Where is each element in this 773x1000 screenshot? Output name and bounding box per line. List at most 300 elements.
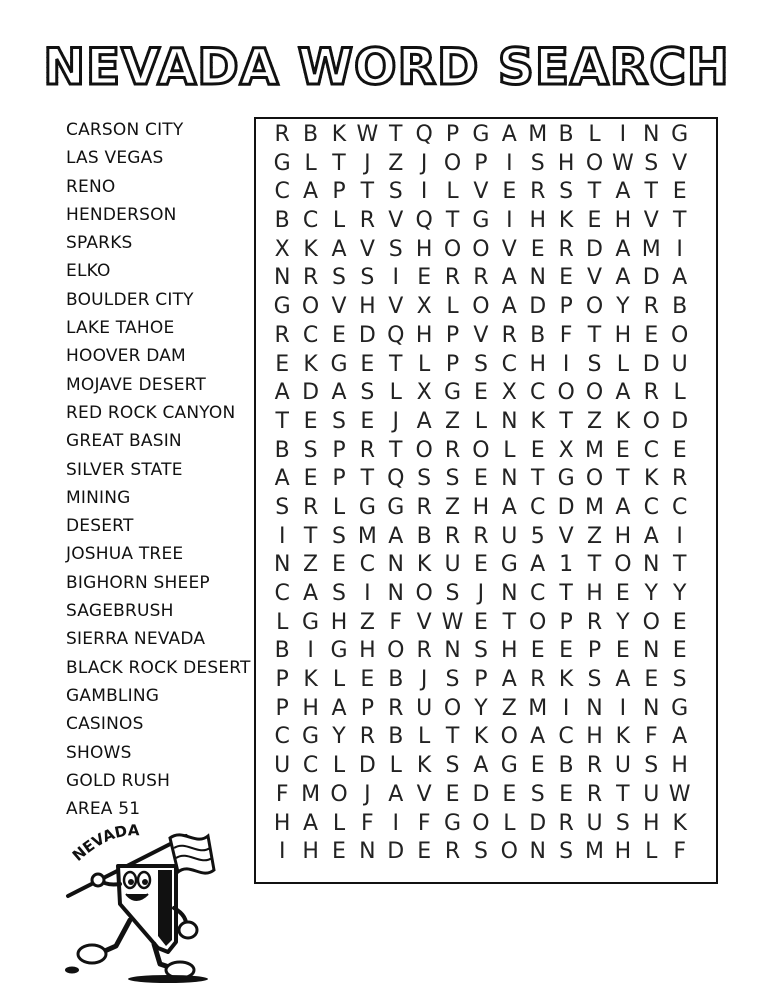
- grid-letter: H: [273, 810, 291, 836]
- grid-letter: Y: [474, 695, 488, 721]
- word-list-item: SILVER STATE: [66, 459, 183, 480]
- grid-letter: D: [529, 294, 547, 320]
- grid-letter: I: [392, 265, 399, 291]
- grid-letter: S: [360, 380, 375, 406]
- grid-letter: S: [388, 236, 403, 262]
- grid-letter: S: [331, 265, 346, 291]
- grid-letter: G: [472, 122, 490, 147]
- grid-letter: P: [332, 437, 346, 463]
- grid-letter: H: [614, 523, 632, 549]
- grid-letter: H: [415, 322, 433, 348]
- grid-letter: O: [443, 236, 462, 262]
- grid-letter: L: [503, 437, 516, 463]
- grid-letter: H: [529, 208, 546, 234]
- grid-letter: E: [559, 781, 574, 807]
- grid-letter: R: [444, 437, 461, 463]
- grid-letter: E: [473, 466, 488, 492]
- grid-letter: E: [502, 179, 517, 205]
- grid-letter: C: [302, 753, 319, 779]
- grid-letter: U: [416, 695, 433, 721]
- grid-letter: E: [275, 351, 290, 377]
- grid-letter: B: [672, 294, 688, 320]
- grid-letter: E: [445, 781, 460, 807]
- grid-letter: C: [302, 322, 319, 348]
- grid-letter: E: [672, 609, 687, 635]
- grid-letter: N: [387, 581, 404, 606]
- grid-letter: V: [331, 294, 347, 320]
- word-list-item: HENDERSON: [66, 204, 177, 225]
- grid-letter: O: [671, 322, 689, 348]
- grid-letter: D: [472, 781, 490, 807]
- grid-letter: S: [473, 638, 488, 664]
- grid-letter: Z: [388, 150, 404, 176]
- grid-letter: K: [615, 724, 631, 750]
- grid-letter: G: [444, 810, 462, 836]
- grid-letter: P: [360, 695, 374, 721]
- grid-letter: C: [671, 494, 688, 520]
- grid-letter: O: [614, 552, 632, 578]
- grid-letter: K: [331, 122, 347, 147]
- grid-letter: A: [672, 265, 688, 291]
- grid-letter: C: [274, 724, 290, 750]
- grid-letter: G: [330, 638, 348, 664]
- grid-letter: 5: [530, 523, 545, 549]
- grid-letter: A: [501, 265, 517, 291]
- grid-letter: H: [302, 839, 319, 865]
- grid-letter: T: [360, 466, 375, 492]
- grid-letter: O: [472, 437, 490, 463]
- grid-letter: Y: [616, 294, 630, 320]
- grid-letter: S: [615, 810, 630, 836]
- grid-letter: V: [388, 208, 404, 234]
- grid-letter: F: [644, 724, 658, 750]
- grid-letter: X: [416, 380, 432, 406]
- grid-letter: A: [303, 581, 319, 606]
- grid-letter: S: [473, 351, 488, 377]
- grid-letter: L: [418, 351, 431, 377]
- grid-letter: P: [332, 179, 346, 205]
- grid-letter: A: [303, 810, 319, 836]
- grid-letter: T: [644, 179, 658, 205]
- grid-letter: A: [331, 380, 347, 406]
- grid-letter: Y: [644, 581, 658, 606]
- grid-letter: A: [388, 781, 404, 807]
- grid-letter: R: [473, 523, 489, 549]
- grid-letter: I: [676, 523, 683, 549]
- grid-letter: M: [585, 839, 604, 865]
- grid-letter: A: [530, 724, 546, 750]
- word-list-item: LAS VEGAS: [66, 148, 164, 169]
- grid-letter: L: [446, 294, 459, 320]
- grid-letter: V: [643, 208, 659, 234]
- grid-letter: O: [443, 150, 462, 176]
- grid-letter: P: [474, 667, 488, 693]
- grid-letter: S: [644, 753, 659, 779]
- grid-letter: E: [417, 839, 432, 865]
- word-list-item: MINING: [66, 487, 131, 508]
- grid-letter: M: [301, 781, 321, 807]
- grid-letter: L: [418, 724, 431, 750]
- grid-letter: L: [616, 351, 630, 377]
- grid-letter: Q: [415, 208, 433, 234]
- word-list-item: CARSON CITY: [66, 120, 184, 140]
- grid-letter: E: [615, 581, 630, 606]
- grid-letter: A: [615, 494, 631, 520]
- grid-letter: P: [445, 122, 460, 147]
- grid-letter: A: [615, 380, 631, 406]
- grid-letter: A: [501, 494, 517, 520]
- grid-letter: N: [444, 638, 461, 664]
- grid-letter: B: [303, 122, 319, 147]
- grid-letter: H: [614, 322, 632, 348]
- grid-letter: V: [672, 150, 688, 176]
- grid-letter: A: [274, 380, 290, 406]
- grid-letter: A: [331, 236, 347, 262]
- grid-letter: G: [387, 494, 405, 520]
- grid-letter: Y: [332, 724, 346, 750]
- grid-letter: N: [586, 695, 603, 721]
- grid-letter: S: [331, 408, 346, 434]
- grid-letter: T: [360, 179, 375, 205]
- grid-letter: I: [562, 695, 570, 721]
- grid-letter: R: [444, 265, 461, 291]
- grid-letter: G: [358, 494, 376, 520]
- word-list-item: RENO: [66, 176, 116, 197]
- grid-letter: T: [389, 122, 403, 147]
- grid-letter: G: [302, 609, 320, 635]
- grid-letter: H: [671, 753, 688, 779]
- grid-letter: L: [332, 810, 346, 836]
- grid-letter: F: [389, 609, 403, 635]
- grid-letter: S: [445, 753, 460, 779]
- grid-letter: X: [274, 236, 290, 262]
- grid-letter: B: [530, 322, 546, 348]
- grid-letter: D: [387, 839, 405, 865]
- grid-letter: H: [529, 351, 546, 377]
- grid-letter: U: [671, 351, 688, 377]
- word-list-item: AREA 51: [66, 799, 141, 820]
- grid-letter: D: [358, 322, 376, 348]
- grid-letter: E: [672, 437, 687, 463]
- grid-letter: R: [586, 781, 603, 807]
- grid-letter: L: [276, 609, 289, 635]
- grid-letter: E: [473, 552, 488, 578]
- grid-letter: O: [415, 437, 433, 463]
- grid-letter: S: [559, 839, 574, 865]
- grid-letter: K: [303, 351, 318, 377]
- word-list-item: ELKO: [66, 261, 111, 282]
- grid-letter: T: [275, 408, 289, 434]
- grid-letter: T: [389, 437, 403, 463]
- grid-letter: H: [359, 294, 376, 320]
- grid-letter: H: [643, 810, 660, 836]
- grid-letter: A: [643, 523, 659, 549]
- grid-letter: A: [416, 408, 432, 434]
- grid-letter: S: [445, 581, 460, 606]
- grid-letter: S: [473, 839, 488, 865]
- grid-letter: F: [673, 839, 686, 865]
- grid-letter: C: [558, 724, 574, 750]
- word-list-item: GAMBLING: [66, 685, 160, 706]
- grid-letter: G: [500, 753, 518, 779]
- grid-letter: M: [528, 122, 548, 147]
- grid-letter: C: [501, 351, 517, 377]
- grid-letter: P: [275, 667, 289, 693]
- grid-letter: E: [332, 322, 346, 348]
- grid-letter: S: [275, 494, 290, 520]
- grid-letter: I: [364, 581, 371, 606]
- grid-letter: V: [359, 236, 375, 262]
- grid-letter: A: [473, 753, 489, 779]
- grid-letter: D: [302, 380, 320, 406]
- grid-letter: N: [359, 839, 376, 865]
- grid-letter: Z: [586, 523, 603, 549]
- grid-letter: E: [559, 638, 574, 664]
- grid-letter: K: [644, 466, 659, 492]
- grid-letter: A: [501, 122, 517, 147]
- grid-letter: K: [473, 724, 489, 750]
- grid-letter: O: [557, 380, 575, 406]
- grid-letter: F: [559, 322, 573, 348]
- grid-letter: I: [392, 810, 399, 836]
- grid-letter: O: [585, 294, 604, 320]
- grid-letter: Q: [387, 322, 405, 348]
- grid-letter: T: [559, 408, 573, 434]
- grid-letter: V: [586, 265, 603, 291]
- grid-letter: G: [500, 552, 518, 578]
- grid-letter: O: [443, 695, 462, 721]
- grid-letter: R: [416, 494, 432, 520]
- grid-letter: O: [642, 609, 660, 635]
- grid-letter: 1: [559, 552, 574, 578]
- grid-letter: L: [474, 408, 488, 434]
- grid-letter: O: [500, 724, 518, 750]
- grid-letter: K: [530, 408, 545, 434]
- grid-letter: U: [501, 523, 518, 549]
- grid-letter: A: [672, 724, 688, 750]
- word-list-item: RED ROCK CANYON: [66, 402, 236, 423]
- grid-letter: G: [302, 724, 320, 750]
- grid-letter: G: [273, 294, 291, 320]
- grid-letter: E: [672, 179, 687, 205]
- grid-letter: I: [506, 208, 513, 234]
- grid-letter: L: [389, 753, 402, 779]
- grid-letter: E: [615, 437, 630, 463]
- word-list-item: HOOVER DAM: [66, 346, 186, 367]
- grid-letter: O: [301, 294, 320, 320]
- word-list-item: SIERRA NEVADA: [66, 629, 206, 650]
- grid-letter: H: [415, 236, 433, 262]
- grid-letter: T: [445, 208, 460, 234]
- grid-letter: X: [416, 294, 432, 320]
- grid-letter: U: [444, 552, 461, 578]
- grid-letter: L: [304, 150, 317, 176]
- grid-letter: T: [502, 609, 517, 635]
- grid-letter: C: [530, 494, 546, 520]
- grid-letter: S: [303, 437, 318, 463]
- grid-letter: T: [587, 322, 602, 348]
- grid-letter: G: [472, 208, 490, 234]
- word-list-item: LAKE TAHOE: [66, 318, 175, 339]
- grid-letter: J: [364, 150, 371, 176]
- grid-letter: R: [388, 695, 404, 721]
- grid-letter: R: [302, 494, 319, 520]
- grid-letter: H: [330, 609, 348, 635]
- grid-letter: R: [643, 380, 659, 406]
- grid-letter: V: [388, 294, 404, 320]
- grid-letter: E: [530, 236, 545, 262]
- grid-letter: K: [416, 753, 432, 779]
- grid-letter: U: [274, 753, 291, 779]
- grid-letter: A: [331, 695, 347, 721]
- grid-letter: Q: [387, 466, 405, 492]
- grid-letter: T: [616, 466, 630, 492]
- grid-letter: E: [332, 552, 346, 578]
- grid-letter: I: [619, 122, 627, 147]
- grid-letter: Y: [616, 609, 630, 635]
- grid-letter: O: [585, 380, 604, 406]
- grid-letter: N: [387, 552, 404, 578]
- grid-letter: E: [360, 667, 375, 693]
- grid-letter: Z: [445, 408, 461, 434]
- grid-letter: N: [529, 839, 546, 865]
- grid-letter: M: [528, 695, 548, 721]
- word-list-item: GREAT BASIN: [66, 431, 182, 452]
- grid-letter: V: [416, 781, 432, 807]
- grid-letter: E: [615, 638, 630, 664]
- grid-letter: K: [558, 667, 574, 693]
- grid-letter: E: [332, 839, 346, 865]
- grid-letter: O: [585, 150, 604, 176]
- grid-letter: H: [302, 695, 319, 721]
- grid-letter: J: [420, 150, 428, 176]
- grid-letter: S: [388, 179, 403, 205]
- grid-letter: W: [441, 609, 464, 635]
- page-title: NEVADA WORD SEARCH: [0, 38, 773, 96]
- grid-letter: L: [446, 179, 459, 205]
- grid-letter: Z: [303, 552, 319, 578]
- grid-letter: S: [331, 523, 346, 549]
- grid-letter: K: [615, 408, 631, 434]
- grid-letter: S: [331, 581, 346, 606]
- grid-letter: A: [501, 294, 517, 320]
- grid-letter: S: [445, 667, 460, 693]
- grid-letter: G: [671, 122, 689, 147]
- grid-letter: D: [557, 494, 575, 520]
- grid-letter: K: [558, 208, 574, 234]
- grid-letter: U: [643, 781, 660, 807]
- grid-letter: B: [416, 523, 432, 549]
- grid-letter: E: [303, 408, 318, 434]
- grid-letter: I: [676, 236, 683, 262]
- grid-letter: H: [586, 581, 603, 606]
- word-list-item: JOSHUA TREE: [66, 544, 184, 565]
- grid-letter: S: [530, 150, 545, 176]
- grid-letter: T: [445, 724, 460, 750]
- grid-letter: C: [643, 494, 659, 520]
- grid-letter: P: [559, 294, 573, 320]
- word-list-item: SHOWS: [66, 742, 132, 763]
- grid-letter: H: [614, 208, 632, 234]
- grid-letter: C: [359, 552, 376, 578]
- grid-letter: S: [587, 667, 602, 693]
- grid-letter: R: [444, 523, 461, 549]
- nevada-state-mascot-icon: [58, 824, 233, 984]
- grid-letter: O: [387, 638, 405, 664]
- grid-letter: J: [477, 581, 485, 606]
- grid-letter: Z: [359, 609, 375, 635]
- grid-letter: K: [303, 667, 318, 693]
- grid-letter: P: [559, 609, 573, 635]
- word-list-item: MOJAVE DESERT: [66, 374, 207, 395]
- grid-letter: G: [273, 150, 291, 176]
- grid-letter: J: [420, 667, 428, 693]
- grid-letter: H: [586, 724, 603, 750]
- grid-letter: L: [332, 208, 346, 234]
- grid-letter: N: [273, 552, 291, 578]
- grid-letter: K: [303, 236, 318, 262]
- grid-letter: E: [530, 437, 545, 463]
- grid-letter: W: [356, 122, 379, 147]
- grid-letter: C: [530, 581, 546, 606]
- grid-letter: H: [472, 494, 490, 520]
- grid-letter: L: [673, 380, 686, 406]
- grid-letter: T: [303, 523, 318, 549]
- grid-letter: B: [274, 208, 290, 234]
- grid-letter: E: [530, 638, 545, 664]
- grid-letter: A: [388, 523, 404, 549]
- grid-letter: P: [445, 351, 460, 377]
- grid-letter: O: [529, 609, 547, 635]
- grid-letter: S: [587, 351, 602, 377]
- grid-letter: B: [558, 753, 574, 779]
- grid-letter: Z: [586, 408, 603, 434]
- grid-letter: O: [415, 581, 433, 606]
- grid-letter: L: [389, 380, 402, 406]
- grid-letter: E: [644, 322, 659, 348]
- grid-letter: B: [388, 667, 404, 693]
- grid-letter: R: [416, 638, 432, 664]
- grid-letter: A: [274, 466, 290, 492]
- grid-letter: C: [302, 208, 319, 234]
- grid-letter: W: [668, 781, 691, 807]
- grid-letter: O: [330, 781, 348, 807]
- grid-letter: E: [473, 609, 488, 635]
- grid-letter: A: [530, 552, 546, 578]
- grid-letter: A: [615, 667, 631, 693]
- grid-letter: N: [529, 265, 546, 291]
- grid-letter: I: [278, 839, 286, 865]
- grid-letter: V: [501, 236, 517, 262]
- grid-letter: P: [587, 638, 602, 664]
- grid-letter: S: [445, 466, 460, 492]
- grid-letter: M: [641, 236, 661, 262]
- grid-letter: N: [643, 122, 660, 147]
- grid-letter: F: [275, 781, 289, 807]
- grid-letter: I: [506, 150, 513, 176]
- word-list-item: SPARKS: [66, 233, 133, 254]
- grid-letter: T: [587, 552, 602, 578]
- grid-letter: E: [559, 265, 574, 291]
- grid-letter: G: [444, 380, 462, 406]
- grid-letter: L: [332, 753, 346, 779]
- grid-letter: V: [473, 179, 489, 205]
- grid-letter: N: [501, 466, 518, 492]
- grid-letter: E: [644, 667, 659, 693]
- grid-letter: D: [358, 753, 376, 779]
- grid-letter: H: [359, 638, 376, 664]
- grid-letter: Z: [445, 494, 461, 520]
